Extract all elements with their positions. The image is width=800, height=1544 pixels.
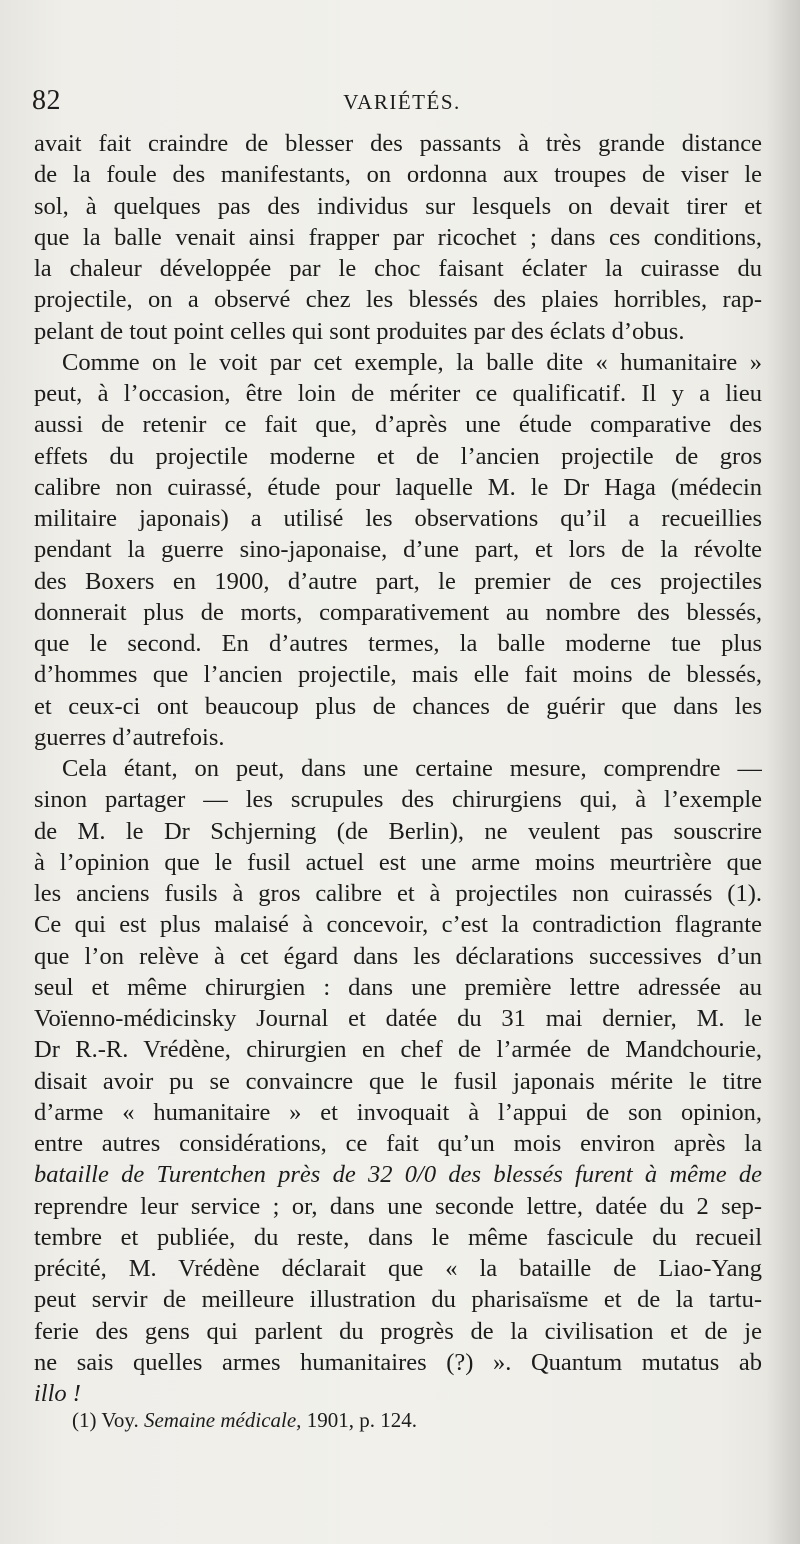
footnote-journal: Semaine médicale,	[143, 1408, 302, 1432]
text-line: aussi de retenir ce fait que, d’après une étude comparative des	[34, 411, 762, 439]
text-line: précité, M. Vrédène déclarait que « la bataille de Liao-Yang	[34, 1255, 762, 1282]
text-line: les anciens fusils à gros calibre et à projectiles non cuirassés (1).	[34, 880, 762, 907]
text-line: peut servir de meilleure illustration du pharisaïsme et de la tartu-	[34, 1286, 762, 1314]
text-line: seul et même chirurgien : dans une première lettre adressée au	[34, 973, 762, 1001]
text-line: à l’opinion que le fusil actuel est une arme moins meurtrière que	[34, 848, 762, 876]
text-line: projectile, on a observé chez les blessés des plaies horribles, rap-	[34, 286, 762, 314]
footnote-prefix: Voy.	[101, 1408, 139, 1432]
text-line: donnerait plus de morts, comparativement au nombre des blessés,	[34, 598, 762, 626]
text-line: que l’on relève à cet égard dans les déclarations successives d’un	[34, 942, 762, 970]
italic-text-line: illo !	[34, 1380, 81, 1407]
text-line: la chaleur développée par le choc faisant éclater la cuirasse du	[34, 255, 762, 282]
text-line: d’hommes que l’ancien projectile, mais elle fait moins de blessés,	[34, 661, 762, 689]
paragraph-start-line: Comme on le voit par cet exemple, la balle dite « humanitaire »	[62, 348, 762, 376]
text-line: militaire japonais) a utilisé les observations qu’il a recueillies	[34, 505, 762, 532]
text-line: d’arme « humanitaire » et invoquait à l’appui de son opinion,	[34, 1098, 762, 1126]
text-line: de la foule des manifestants, on ordonna aux troupes de viser le	[34, 161, 762, 189]
text-line: que la balle venait ainsi frapper par ricochet ; dans ces conditions,	[34, 223, 762, 251]
body-text	[34, 128, 762, 1409]
text-line: effets du projectile moderne et de l’ancien projectile de gros	[34, 442, 762, 470]
text-line: et ceux-ci ont beaucoup plus de chances de guérir que dans les	[34, 692, 762, 720]
text-line: calibre non cuirassé, étude pour laquelle M. le Dr Haga (médecin	[34, 473, 762, 501]
text-line: de M. le Dr Schjerning (de Berlin), ne veulent pas souscrire	[34, 817, 762, 845]
page-number: 82	[32, 85, 61, 116]
text-line: pendant la guerre sino-japonaise, d’une part, et lors de la révolte	[34, 536, 762, 564]
text-line: Ce qui est plus malaisé à concevoir, c’est la contradiction flagrante	[34, 911, 762, 939]
running-head: VARIÉTÉS.	[343, 90, 461, 114]
footnote	[72, 1405, 417, 1435]
text-line: peut, à l’occasion, être loin de mériter ce qualificatif. Il y a lieu	[34, 380, 762, 407]
text-line: que le second. En d’autres termes, la balle moderne tue plus	[34, 630, 762, 657]
paragraph-start-line: Cela étant, on peut, dans une certaine mesure, comprendre —	[62, 755, 762, 782]
text-line: disait avoir pu se convaincre que le fusil japonais mérite le titre	[34, 1067, 762, 1095]
page-header	[32, 86, 772, 116]
text-line: entre autres considérations, ce fait qu’un mois environ après la	[34, 1130, 762, 1157]
footnote-details: 1901, p. 124.	[306, 1408, 417, 1432]
italic-text-line: bataille de Turentchen près de 32 0/0 des blessés furent à même de	[34, 1161, 762, 1189]
text-line: sol, à quelques pas des individus sur lesquels on devait tirer et	[34, 192, 762, 220]
page-edge-shadow	[766, 0, 800, 1544]
text-line: ferie des gens qui parlent du progrès de la civilisation et de je	[34, 1317, 762, 1345]
text-line: reprendre leur service ; or, dans une seconde lettre, datée du 2 sep-	[34, 1192, 762, 1220]
text-line: des Boxers en 1900, d’autre part, le premier de ces projectiles	[34, 567, 762, 595]
text-line: Dr R.-R. Vrédène, chirurgien en chef de l’armée de Mandchourie,	[34, 1036, 762, 1064]
text-line: avait fait craindre de blesser des passants à très grande distance	[34, 130, 762, 157]
text-line: guerres d’autrefois.	[34, 723, 225, 751]
text-line: sinon partager — les scrupules des chirurgiens qui, à l’exemple	[34, 786, 762, 814]
footnote-marker: (1)	[72, 1408, 97, 1432]
text-line: pelant de tout point celles qui sont produites par des éclats d’obus.	[34, 317, 685, 345]
text-line: tembre et publiée, du reste, dans le même fascicule du recueil	[34, 1223, 762, 1251]
text-line: ne sais quelles armes humanitaires (?) ». Quantum mutatus ab	[34, 1348, 762, 1376]
text-line: Voïenno-médicinsky Journal et datée du 31 mai dernier, M. le	[34, 1005, 762, 1032]
